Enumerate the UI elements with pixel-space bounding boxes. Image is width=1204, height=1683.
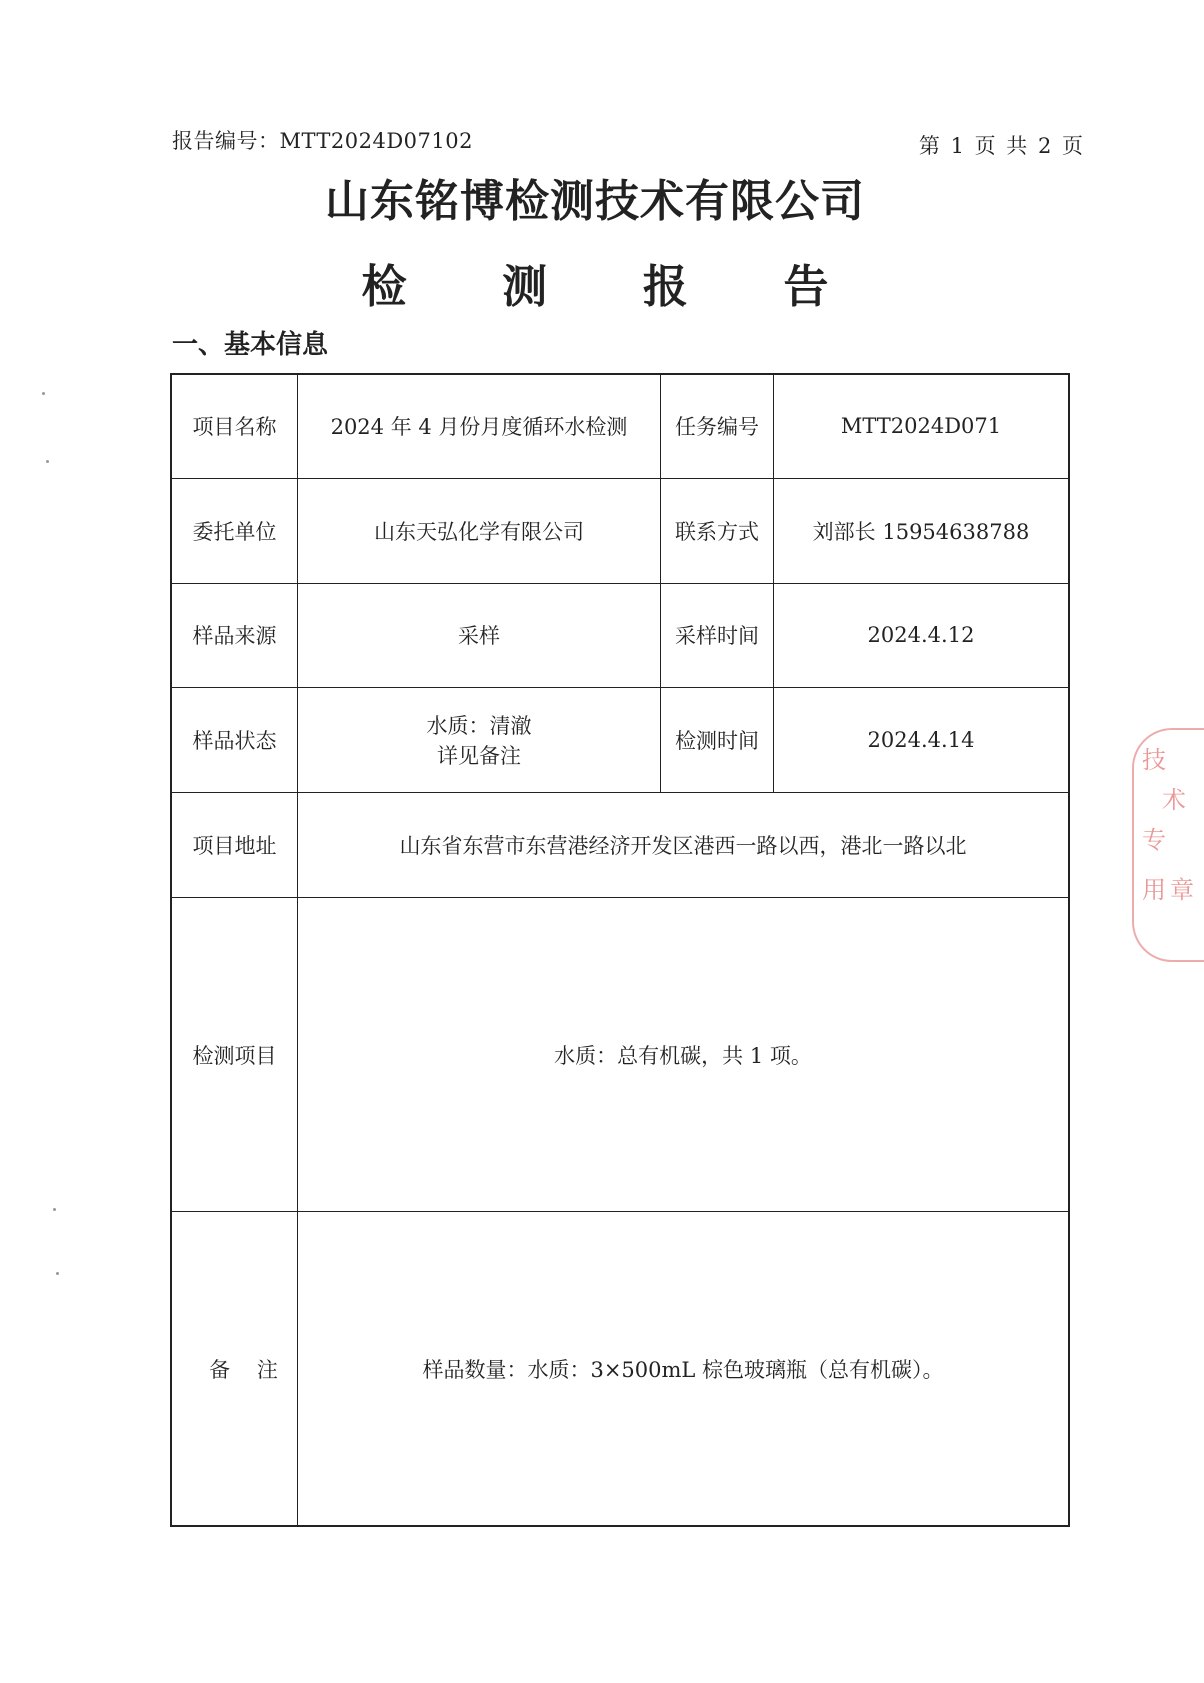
- label-task-number: 任务编号: [661, 374, 774, 478]
- page-indicator: 第 1 页 共 2 页: [918, 134, 1083, 158]
- basic-info-table: [170, 373, 1070, 1527]
- value-test-items: 水质：总有机碳，共 1 项。: [298, 897, 1070, 1211]
- value-sample-status: [298, 687, 661, 792]
- label-project-address: 项目地址: [171, 792, 298, 897]
- value-project-address: 山东省东营市东营港经济开发区港西一路以西，港北一路以北: [298, 792, 1070, 897]
- seal-char: 专: [1142, 826, 1166, 854]
- seal-char: 用: [1142, 876, 1166, 904]
- value-project-name: 2024 年 4 月份月度循环水检测: [298, 374, 661, 478]
- label-remarks: 备 注: [171, 1212, 298, 1526]
- table-row: [171, 583, 1069, 687]
- value-test-time: 2024.4.14: [774, 687, 1070, 792]
- value-remarks: 样品数量：水质：3×500mL 棕色玻璃瓶（总有机碳）。: [298, 1212, 1070, 1526]
- table-row: [171, 478, 1069, 583]
- label-sample-status: 样品状态: [171, 687, 298, 792]
- value-sampling-time: 2024.4.12: [774, 583, 1070, 687]
- label-project-name: 项目名称: [171, 374, 298, 478]
- document-title: 检 测 报 告: [361, 260, 869, 313]
- label-test-items: 检测项目: [171, 897, 298, 1211]
- sample-status-line1: 水质：清澈: [426, 713, 532, 738]
- label-sample-source: 样品来源: [171, 583, 298, 687]
- report-number: 报告编号：MTT2024D07102: [172, 129, 473, 153]
- section-title: 一、基本信息: [172, 330, 329, 360]
- company-name: 山东铭博检测技术有限公司: [325, 176, 865, 227]
- seal-char: 技: [1142, 746, 1166, 774]
- scan-speck: [56, 1272, 59, 1275]
- table-row: [171, 1212, 1069, 1526]
- table-row: [171, 897, 1069, 1211]
- label-test-time: 检测时间: [661, 687, 774, 792]
- table-row: [171, 374, 1069, 478]
- table-row: [171, 687, 1069, 792]
- scan-speck: [53, 1208, 56, 1211]
- value-task-number: MTT2024D071: [774, 374, 1070, 478]
- value-sample-source: 采样: [298, 583, 661, 687]
- scan-speck: [42, 392, 45, 395]
- label-contact: 联系方式: [661, 478, 774, 583]
- seal-char: 术: [1162, 786, 1186, 814]
- scan-speck: [46, 460, 49, 463]
- seal-char: 章: [1170, 876, 1194, 904]
- sample-status-line2: 详见备注: [437, 743, 521, 768]
- table-row: [171, 792, 1069, 897]
- value-contact: 刘部长 15954638788: [774, 478, 1070, 583]
- value-client: 山东天弘化学有限公司: [298, 478, 661, 583]
- label-client: 委托单位: [171, 478, 298, 583]
- label-sampling-time: 采样时间: [661, 583, 774, 687]
- official-seal: [1132, 728, 1204, 962]
